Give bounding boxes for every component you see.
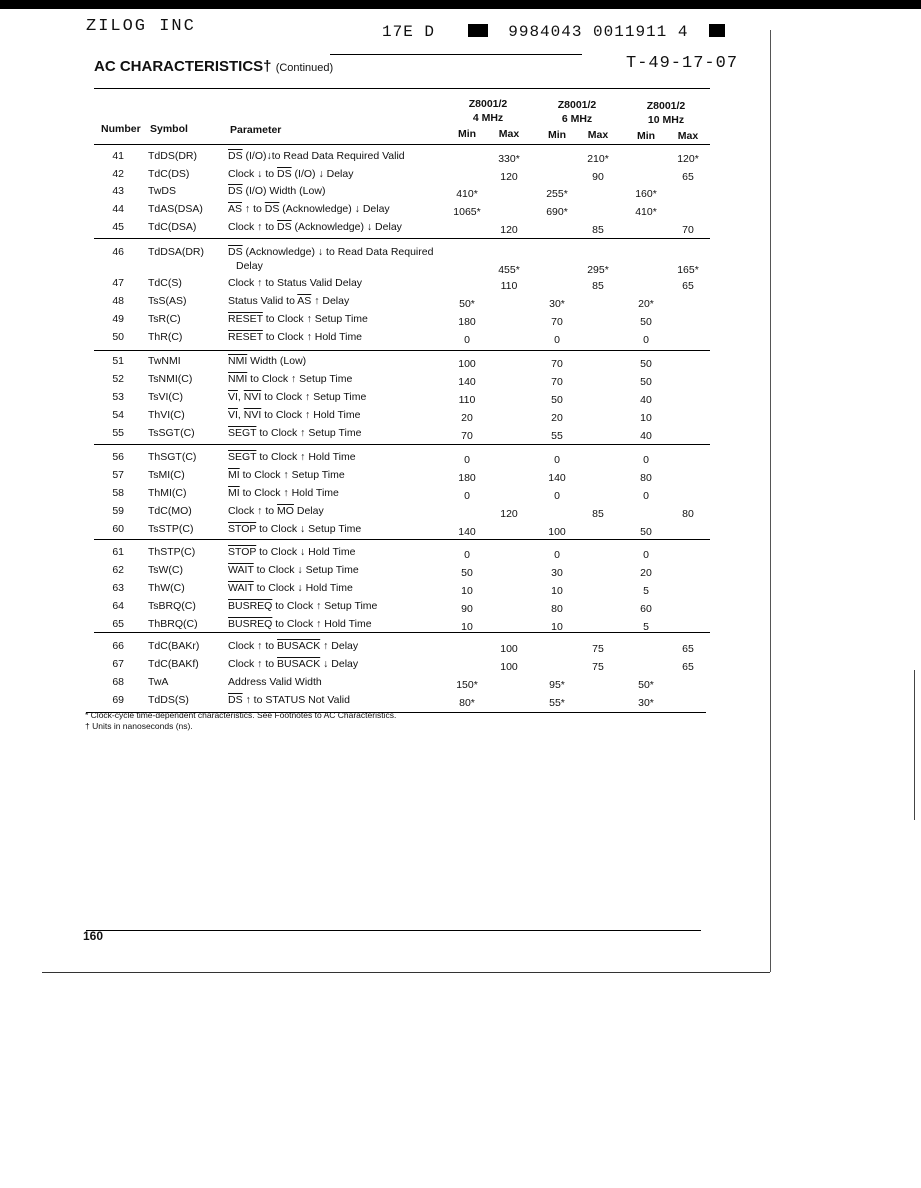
row-value: 85 bbox=[592, 280, 604, 292]
row-parameter bbox=[228, 487, 339, 499]
row-symbol: TsSTP(C) bbox=[148, 523, 194, 535]
parameter-text: (I/O)↓to Read Data Required Valid bbox=[242, 150, 405, 162]
row-value: 55 bbox=[551, 430, 563, 442]
row-value: 70 bbox=[682, 224, 694, 236]
max-header-3: Max bbox=[677, 130, 699, 142]
row-value: 0 bbox=[464, 334, 470, 346]
parameter-text: to Clock ↓ Hold Time bbox=[256, 546, 356, 558]
row-symbol: ThSGT(C) bbox=[148, 451, 197, 463]
row-parameter bbox=[228, 582, 353, 594]
scan-bottom-line bbox=[42, 972, 770, 973]
row-value: 10 bbox=[461, 621, 473, 633]
row-value: 140 bbox=[458, 526, 476, 538]
active-low-signal: $\overline{NMI}$ bbox=[228, 373, 248, 385]
row-symbol: TdC(DS) bbox=[148, 168, 190, 180]
row-value: 0 bbox=[643, 549, 649, 561]
row-number: 63 bbox=[112, 582, 124, 594]
row-number: 61 bbox=[112, 546, 124, 558]
row-symbol: TdC(BAKr) bbox=[148, 640, 200, 652]
active-low-signal: WAIT bbox=[228, 564, 254, 576]
row-symbol: TsR(C) bbox=[148, 313, 181, 325]
active-low-signal: $\overline{MO}$ bbox=[277, 505, 294, 517]
row-value: 120* bbox=[677, 153, 699, 165]
row-parameter bbox=[228, 676, 322, 688]
row-number: 66 bbox=[112, 640, 124, 652]
row-value: 20* bbox=[638, 298, 654, 310]
min-header-3: Min bbox=[636, 130, 656, 142]
doc-code bbox=[382, 23, 725, 41]
row-value: 50* bbox=[638, 679, 654, 691]
company-name: ZILOG INC bbox=[86, 17, 196, 36]
row-symbol: TwDS bbox=[148, 185, 177, 197]
parameter-text: to Clock ↑ Setup Time bbox=[262, 313, 368, 325]
row-value: 50 bbox=[640, 316, 652, 328]
parameter-text: (Acknowledge) ↓ to Read Data Required bbox=[242, 246, 434, 258]
row-number: 65 bbox=[112, 618, 124, 630]
scan-edge-line-1 bbox=[770, 30, 771, 972]
row-value: 70 bbox=[551, 376, 563, 388]
parameter-text: (I/O) Width (Low) bbox=[242, 185, 326, 197]
parameter-text: Clock ↑ to Status Valid Delay bbox=[228, 277, 363, 289]
active-low-signal: $\overline{MI}$ bbox=[228, 487, 240, 499]
row-value: 40 bbox=[640, 430, 652, 442]
row-value: 50 bbox=[640, 376, 652, 388]
row-value: 100 bbox=[500, 643, 518, 655]
parameter-text: to Clock ↑ Hold Time bbox=[239, 487, 339, 499]
parameter-text: to Clock ↓ Setup Time bbox=[256, 523, 362, 535]
parameter-text: to Clock ↑ Setup Time bbox=[247, 373, 353, 385]
row-parameter bbox=[228, 150, 405, 162]
group-rule bbox=[94, 238, 710, 239]
group-rule bbox=[94, 144, 710, 145]
row-symbol: ThVI(C) bbox=[148, 409, 185, 421]
row-value: 10 bbox=[551, 585, 563, 597]
row-number: 43 bbox=[112, 185, 124, 197]
row-value: 100 bbox=[548, 526, 566, 538]
parameter-text: to Clock ↓ Setup Time bbox=[253, 564, 359, 576]
row-value: 410* bbox=[635, 206, 657, 218]
parameter-text: Clock ↑ to bbox=[228, 640, 278, 652]
parameter-text: , bbox=[237, 391, 244, 403]
row-parameter bbox=[228, 313, 368, 325]
row-symbol: TsW(C) bbox=[148, 564, 183, 576]
title-main: AC CHARACTERISTICS† bbox=[94, 58, 272, 75]
row-parameter bbox=[228, 564, 359, 576]
row-symbol: TwA bbox=[148, 676, 169, 688]
max-header-2: Max bbox=[587, 129, 609, 141]
row-parameter bbox=[228, 523, 361, 535]
active-low-signal: $\overline{NVI}$ bbox=[243, 409, 262, 421]
parameter-text: (I/O) ↓ Delay bbox=[291, 168, 354, 180]
active-low-signal: $\overline{DS}$ bbox=[277, 221, 292, 233]
row-number: 64 bbox=[112, 600, 124, 612]
row-value: 50 bbox=[551, 394, 563, 406]
row-value: 120 bbox=[500, 508, 518, 520]
row-value: 0 bbox=[643, 454, 649, 466]
row-value: 0 bbox=[464, 490, 470, 502]
row-value: 110 bbox=[458, 394, 476, 406]
row-number: 57 bbox=[112, 469, 124, 481]
header-parameter: Parameter bbox=[230, 124, 282, 136]
title-rule bbox=[330, 54, 582, 55]
row-value: 255* bbox=[546, 188, 568, 200]
active-low-signal: $\overline{DS}$ bbox=[228, 246, 243, 258]
row-value: 0 bbox=[643, 490, 649, 502]
page-number: 160 bbox=[83, 929, 104, 943]
row-number: 53 bbox=[112, 391, 124, 403]
row-value: 295* bbox=[587, 264, 609, 276]
active-low-signal: RESET bbox=[228, 313, 263, 325]
black-block-2 bbox=[709, 24, 725, 37]
footnotes bbox=[85, 710, 396, 732]
page-title bbox=[94, 58, 333, 75]
row-symbol: TdC(MO) bbox=[148, 505, 192, 517]
row-value: 0 bbox=[643, 334, 649, 346]
row-symbol: TdC(DSA) bbox=[148, 221, 197, 233]
parameter-text: ↑ to STATUS Not Valid bbox=[242, 694, 350, 706]
row-value: 100 bbox=[458, 358, 476, 370]
row-value: 20 bbox=[551, 412, 563, 424]
row-value: 50 bbox=[640, 358, 652, 370]
parameter-text: to Clock ↑ Hold Time bbox=[262, 331, 363, 343]
active-low-signal: BUSACK bbox=[277, 640, 321, 652]
row-parameter bbox=[228, 469, 345, 481]
row-parameter bbox=[228, 373, 352, 385]
row-value: 10 bbox=[640, 412, 652, 424]
row-symbol: TsSGT(C) bbox=[148, 427, 195, 439]
group-name-1: Z8001/2 bbox=[468, 98, 508, 110]
row-value: 10 bbox=[461, 585, 473, 597]
row-value: 120 bbox=[500, 224, 518, 236]
row-number: 49 bbox=[112, 313, 124, 325]
row-value: 5 bbox=[643, 585, 649, 597]
row-number: 48 bbox=[112, 295, 124, 307]
active-low-signal: $\overline{NVI}$ bbox=[243, 391, 262, 403]
row-number: 59 bbox=[112, 505, 124, 517]
parameter-text: , bbox=[237, 409, 244, 421]
parameter-text: to Clock ↑ Setup Time bbox=[256, 427, 362, 439]
row-value: 80* bbox=[459, 697, 475, 709]
parameter-text: to Clock ↑ Setup Time bbox=[261, 391, 367, 403]
row-value: 50 bbox=[461, 567, 473, 579]
active-low-signal: $\overline{DS}$ bbox=[264, 203, 280, 215]
row-value: 120 bbox=[500, 171, 518, 183]
header-symbol: Symbol bbox=[150, 123, 188, 135]
row-value: 410* bbox=[456, 188, 478, 200]
parameter-text: (Acknowledge) ↓ Delay bbox=[291, 221, 402, 233]
active-low-signal: SEGT bbox=[228, 451, 257, 463]
parameter-text: to Clock ↓ Hold Time bbox=[253, 582, 353, 594]
row-symbol: ThW(C) bbox=[148, 582, 185, 594]
group-name-2: Z8001/2 bbox=[557, 99, 597, 111]
row-symbol: ThSTP(C) bbox=[148, 546, 196, 558]
row-parameter bbox=[228, 221, 402, 233]
row-value: 60 bbox=[640, 603, 652, 615]
row-value: 65 bbox=[682, 171, 694, 183]
row-value: 140 bbox=[458, 376, 476, 388]
group-name-3: Z8001/2 bbox=[646, 100, 686, 112]
row-number: 54 bbox=[112, 409, 124, 421]
row-value: 150* bbox=[456, 679, 478, 691]
row-value: 0 bbox=[554, 454, 560, 466]
group-freq-1: 4 MHz bbox=[472, 112, 504, 124]
row-value: 95* bbox=[549, 679, 565, 691]
row-symbol: TsMI(C) bbox=[148, 469, 185, 481]
group-rule bbox=[94, 539, 710, 540]
row-symbol: TsVI(C) bbox=[148, 391, 183, 403]
row-value: 40 bbox=[640, 394, 652, 406]
table-top-rule bbox=[94, 88, 710, 89]
row-value: 0 bbox=[554, 549, 560, 561]
row-value: 20 bbox=[461, 412, 473, 424]
row-number: 58 bbox=[112, 487, 124, 499]
row-value: 90 bbox=[592, 171, 604, 183]
row-value: 70 bbox=[551, 358, 563, 370]
parameter-text: Status Valid to bbox=[228, 295, 298, 307]
row-parameter bbox=[228, 391, 366, 403]
active-low-signal: STOP bbox=[228, 546, 257, 558]
active-low-signal: $\overline{DS}$ bbox=[228, 185, 243, 197]
top-scan-bar bbox=[0, 0, 921, 9]
row-parameter bbox=[228, 618, 372, 630]
parameter-text: to Clock ↑ Hold Time bbox=[272, 618, 372, 630]
row-value: 20 bbox=[640, 567, 652, 579]
row-parameter bbox=[228, 505, 324, 517]
row-parameter bbox=[228, 451, 356, 463]
row-value: 80 bbox=[682, 508, 694, 520]
parameter-text: Delay bbox=[293, 505, 324, 517]
row-symbol: ThMI(C) bbox=[148, 487, 187, 499]
active-low-signal: $\overline{MI}$ bbox=[228, 469, 240, 481]
row-value: 210* bbox=[587, 153, 609, 165]
row-number: 52 bbox=[112, 373, 124, 385]
row-value: 55* bbox=[549, 697, 565, 709]
row-parameter bbox=[228, 640, 358, 652]
row-value: 30 bbox=[551, 567, 563, 579]
row-value: 110 bbox=[500, 280, 518, 292]
row-number: 41 bbox=[112, 150, 124, 162]
row-parameter bbox=[228, 427, 361, 439]
row-value: 690* bbox=[546, 206, 568, 218]
row-value: 0 bbox=[464, 549, 470, 561]
group-freq-3: 10 MHz bbox=[647, 114, 685, 126]
min-header-1: Min bbox=[457, 128, 477, 140]
active-low-signal: $\overline{DS}$ bbox=[277, 168, 292, 180]
row-value: 65 bbox=[682, 280, 694, 292]
row-value: 50 bbox=[640, 526, 652, 538]
row-value: 165* bbox=[677, 264, 699, 276]
row-value: 140 bbox=[548, 472, 566, 484]
parameter-text: Clock ↑ to bbox=[228, 221, 278, 233]
row-symbol: TdC(BAKf) bbox=[148, 658, 199, 670]
row-value: 180 bbox=[458, 472, 476, 484]
row-symbol: ThR(C) bbox=[148, 331, 183, 343]
parameter-text: to Clock ↑ Hold Time bbox=[256, 451, 356, 463]
group-rule bbox=[94, 444, 710, 445]
parameter-text: Clock ↓ to bbox=[228, 168, 278, 180]
row-value: 0 bbox=[554, 334, 560, 346]
row-number: 55 bbox=[112, 427, 124, 439]
black-block-1 bbox=[468, 24, 488, 37]
row-value: 30* bbox=[638, 697, 654, 709]
doc-code-b: 9984043 0011911 4 bbox=[508, 23, 689, 41]
footnote-units: † Units in nanoseconds (ns). bbox=[85, 721, 193, 731]
row-parameter bbox=[228, 546, 355, 558]
parameter-text: Clock ↑ to bbox=[228, 658, 278, 670]
row-value: 80 bbox=[640, 472, 652, 484]
parameter-text: Address Valid Width bbox=[228, 676, 322, 688]
row-value: 5 bbox=[643, 621, 649, 633]
active-low-signal: $\overline{NMI}$ bbox=[228, 355, 248, 367]
row-parameter bbox=[228, 600, 377, 612]
parameter-text: Clock ↑ to bbox=[228, 505, 278, 517]
parameter-text: ↑ Delay bbox=[320, 640, 359, 652]
row-parameter bbox=[228, 331, 362, 343]
active-low-signal: BUSACK bbox=[277, 658, 321, 670]
row-number: 69 bbox=[112, 694, 124, 706]
row-parameter bbox=[228, 203, 390, 215]
active-low-signal: $\overline{VI}$ bbox=[228, 391, 238, 403]
row-number: 51 bbox=[112, 355, 124, 367]
header-number: Number bbox=[101, 123, 141, 135]
title-suffix: (Continued) bbox=[275, 62, 334, 74]
row-parameter bbox=[228, 168, 353, 180]
group-rule bbox=[94, 350, 710, 351]
row-number: 62 bbox=[112, 564, 124, 576]
parameter-text: to Clock ↑ Setup Time bbox=[272, 600, 378, 612]
row-number: 46 bbox=[112, 246, 124, 258]
active-low-signal: $\overline{AS}$ bbox=[228, 203, 243, 215]
row-value: 85 bbox=[592, 224, 604, 236]
row-value: 65 bbox=[682, 643, 694, 655]
row-number: 47 bbox=[112, 277, 124, 289]
row-parameter bbox=[228, 694, 350, 706]
footnote-clock: * Clock-cycle time-dependent characteristics. See Footnotes to AC Characteristics. bbox=[85, 710, 397, 720]
row-symbol: TsBRQ(C) bbox=[148, 600, 196, 612]
row-value: 455* bbox=[498, 264, 520, 276]
parameter-text: (Acknowledge) ↓ Delay bbox=[279, 203, 390, 215]
parameter-text: ↑ Delay bbox=[311, 295, 350, 307]
row-value: 180 bbox=[458, 316, 476, 328]
row-number: 50 bbox=[112, 331, 124, 343]
group-rule bbox=[94, 632, 710, 633]
row-value: 80 bbox=[551, 603, 563, 615]
row-value: 10 bbox=[551, 621, 563, 633]
row-value: 1065* bbox=[453, 206, 481, 218]
scan-edge-line-2 bbox=[914, 670, 915, 820]
row-parameter bbox=[228, 658, 358, 670]
active-low-signal: RESET bbox=[228, 331, 263, 343]
row-symbol: TsS(AS) bbox=[148, 295, 187, 307]
row-symbol: ThBRQ(C) bbox=[148, 618, 198, 630]
active-low-signal: $\overline{AS}$ bbox=[297, 295, 312, 307]
group-freq-2: 6 MHz bbox=[561, 113, 593, 125]
active-low-signal: SEGT bbox=[228, 427, 257, 439]
parameter-text: ↓ Delay bbox=[320, 658, 359, 670]
row-value: 75 bbox=[592, 643, 604, 655]
row-value: 85 bbox=[592, 508, 604, 520]
parameter-text: to Clock ↑ Hold Time bbox=[261, 409, 361, 421]
row-number: 67 bbox=[112, 658, 124, 670]
row-value: 330* bbox=[498, 153, 520, 165]
row-parameter bbox=[228, 355, 306, 367]
row-parameter bbox=[228, 185, 325, 197]
row-value: 70 bbox=[461, 430, 473, 442]
row-value: 90 bbox=[461, 603, 473, 615]
row-value: 0 bbox=[464, 454, 470, 466]
max-header-1: Max bbox=[498, 128, 520, 140]
row-number: 60 bbox=[112, 523, 124, 535]
row-value: 30* bbox=[549, 298, 565, 310]
row-symbol: TdDS(DR) bbox=[148, 150, 197, 162]
active-low-signal: BUSREQ bbox=[228, 600, 273, 612]
row-parameter bbox=[228, 277, 362, 289]
row-number: 45 bbox=[112, 221, 124, 233]
parameter-text: to Clock ↑ Setup Time bbox=[239, 469, 345, 481]
row-parameter bbox=[228, 246, 433, 258]
active-low-signal: $\overline{DS}$ bbox=[228, 694, 243, 706]
row-symbol: TdC(S) bbox=[148, 277, 182, 289]
row-symbol: TwNMI bbox=[148, 355, 181, 367]
active-low-signal: WAIT bbox=[228, 582, 254, 594]
row-value: 100 bbox=[500, 661, 518, 673]
active-low-signal: STOP bbox=[228, 523, 257, 535]
reference-code: T-49-17-07 bbox=[626, 54, 739, 73]
row-value: 75 bbox=[592, 661, 604, 673]
doc-code-a: 17E D bbox=[382, 23, 436, 41]
row-symbol: TdAS(DSA) bbox=[148, 203, 203, 215]
row-value: 70 bbox=[551, 316, 563, 328]
parameter-text: ↑ to bbox=[242, 203, 265, 215]
row-symbol: TsNMI(C) bbox=[148, 373, 193, 385]
row-number: 44 bbox=[112, 203, 124, 215]
row-number: 42 bbox=[112, 168, 124, 180]
parameter-text: Width (Low) bbox=[247, 355, 307, 367]
row-number: 68 bbox=[112, 676, 124, 688]
row-symbol: TdDSA(DR) bbox=[148, 246, 205, 258]
row-symbol: TdDS(S) bbox=[148, 694, 189, 706]
row-parameter-cont: Delay bbox=[236, 260, 263, 272]
row-value: 0 bbox=[554, 490, 560, 502]
row-parameter bbox=[228, 409, 360, 421]
row-value: 160* bbox=[635, 188, 657, 200]
row-value: 65 bbox=[682, 661, 694, 673]
row-value: 50* bbox=[459, 298, 475, 310]
row-number: 56 bbox=[112, 451, 124, 463]
active-low-signal: $\overline{DS}$ bbox=[228, 150, 243, 162]
footer-rule bbox=[86, 930, 701, 931]
min-header-2: Min bbox=[547, 129, 567, 141]
active-low-signal: $\overline{VI}$ bbox=[228, 409, 238, 421]
row-parameter bbox=[228, 295, 349, 307]
active-low-signal: BUSREQ bbox=[228, 618, 273, 630]
